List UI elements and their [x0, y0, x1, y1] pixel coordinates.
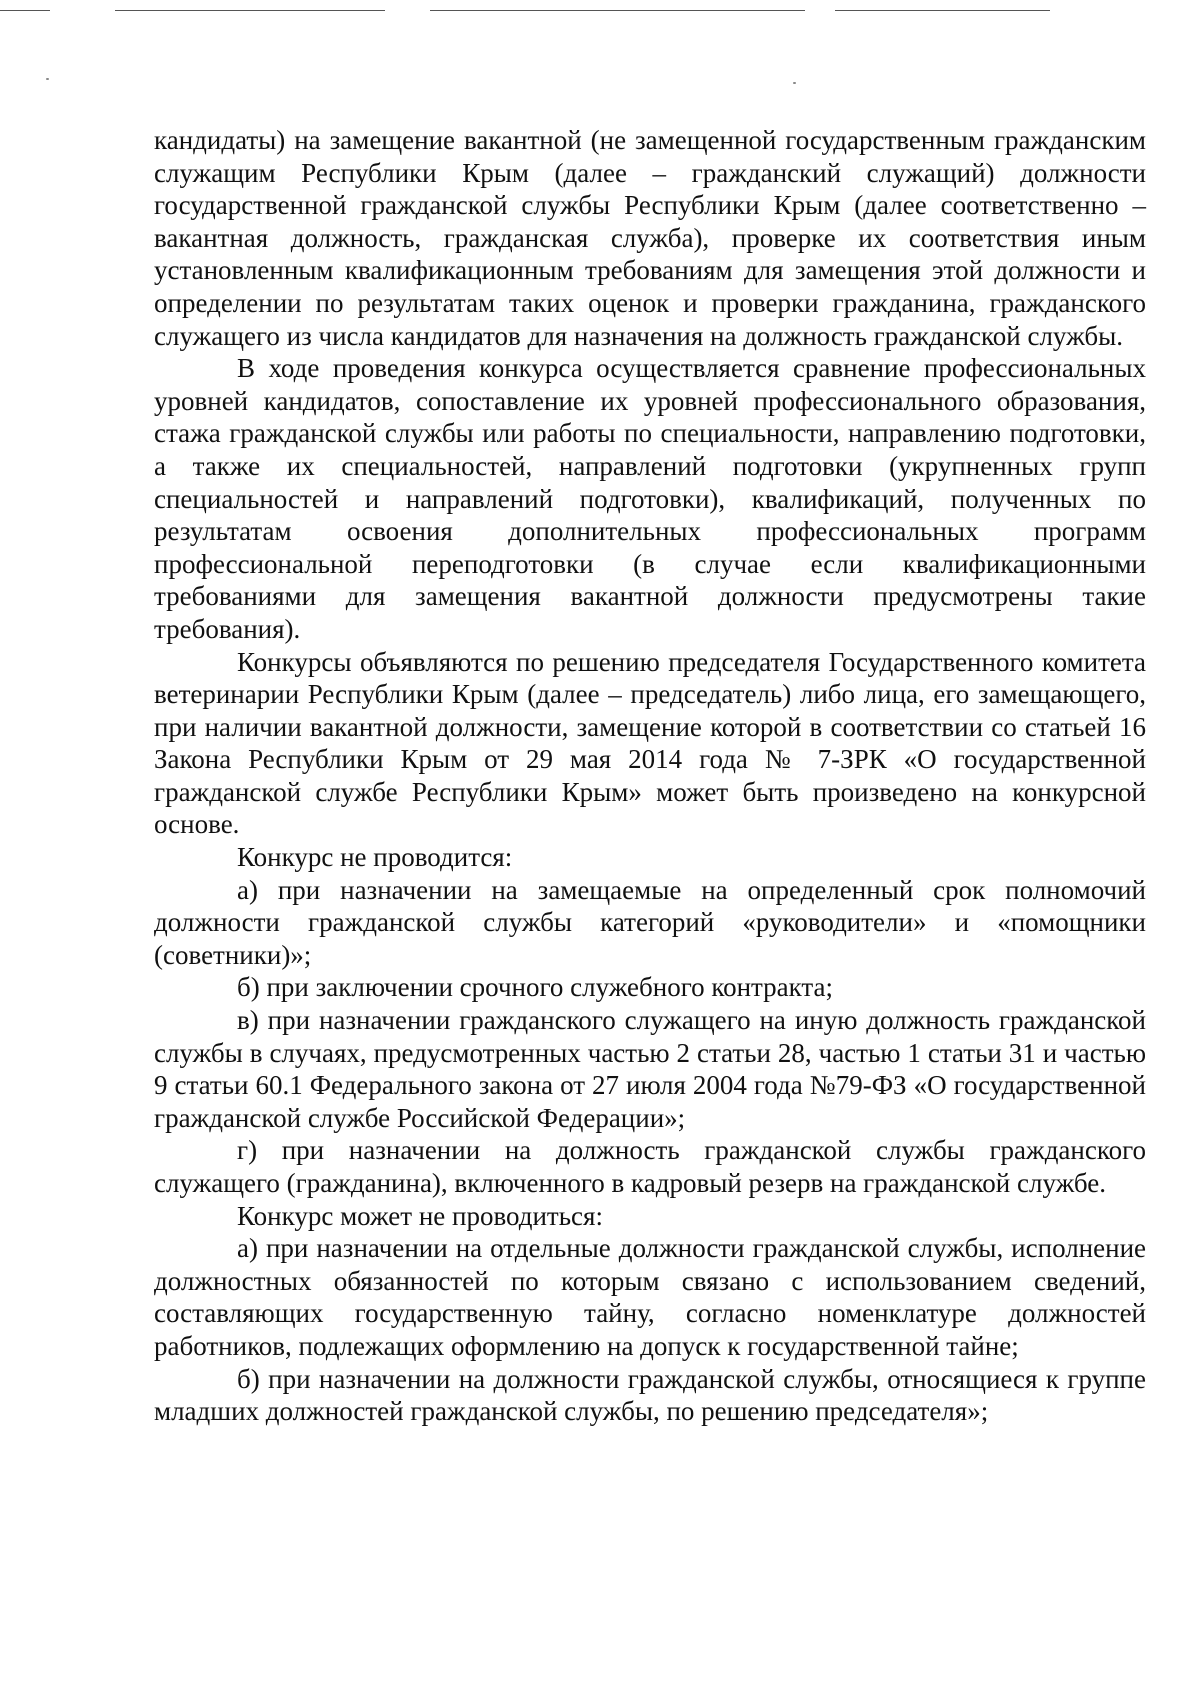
scan-artifact-line: [115, 10, 385, 11]
paragraph-4-heading: Конкурс не проводится:: [237, 842, 513, 873]
list-item-g: г) при назначении на должность гражданской службы гражданского служащего (гражданина), включенного в кадровый резерв на гражданской службе.: [154, 1135, 1146, 1198]
scan-artifact-line: [0, 10, 50, 11]
paragraph-1: кандидаты) на замещение вакантной (не замещенной государственным гражданским служащим Республики Крым (далее – гражданский служащий) должности государственной гражданской службы Республики Крым (далее соответственно – вакантная должность, гражданская служба), проверке их соответствия иным установленным квалификационным требованиям для замещения этой должности и определении по результатам таких оценок и проверки гражданина, гражданского служащего из числа кандидатов для назначения на должность гражданской службы.: [154, 125, 1146, 351]
list-item-b: б) при заключении срочного служебного контракта;: [237, 972, 834, 1003]
scan-artifact-speck: [46, 78, 49, 80]
paragraph-3: Конкурсы объявляются по решению председателя Государственного комитета ветеринарии Республики Крым (далее – председатель) либо лица, его замещающего, при наличии вакантной должности, замещение которой в соответствии со статьей 16 Закона Республики Крым от 29 мая 2014 года № 7-ЗРК «О государственной гражданской службе Республики Крым» может быть произведено на конкурсной основе.: [154, 646, 1146, 840]
list-item-v: в) при назначении гражданского служащего на иную должность гражданской службы в случаях, предусмотренных частью 2 статьи 28, частью 1 статьи 31 и частью 9 статьи 60.1 Федерального закона от 27 июля 2004 года №79-ФЗ «О государственной гражданской службе Российской Федерации»;: [154, 1005, 1146, 1133]
paragraph-5-heading: Конкурс может не проводиться:: [237, 1200, 603, 1231]
list-item-a-2: а) при назначении на отдельные должности гражданской службы, исполнение должностных обязанностей по которым связано с использованием сведений, составляющих государственную тайну, согласно номенклатуре должностей работников, подлежащих оформлению на допуск к государственной тайне;: [154, 1233, 1146, 1361]
scan-artifact-line: [430, 10, 805, 11]
list-item-a: а) при назначении на замещаемые на определенный срок полномочий должности гражданской службы категорий «руководители» и «помощники (советники)»;: [154, 874, 1146, 970]
document-body: [154, 124, 1146, 1428]
scan-artifact-speck: [793, 82, 796, 84]
list-item-b-2: б) при назначении на должности гражданской службы, относящиеся к группе младших должностей гражданской службы, по решению председателя»;: [154, 1363, 1146, 1427]
paragraph-2: В ходе проведения конкурса осуществляется сравнение профессиональных уровней кандидатов, сопоставление их уровней профессионального образования, стажа гражданской службы или работы по специальности, направлению подготовки, а также их специальностей, направлений подготовки (укрупненных групп специальностей и направлений подготовки), квалификаций, полученных по результатам освоения дополнительных профессиональных программ профессиональной переподготовки (в случае если квалификационными требованиями для замещения вакантной должности предусмотрены такие требования).: [154, 353, 1146, 644]
scan-artifact-line: [835, 10, 1050, 11]
